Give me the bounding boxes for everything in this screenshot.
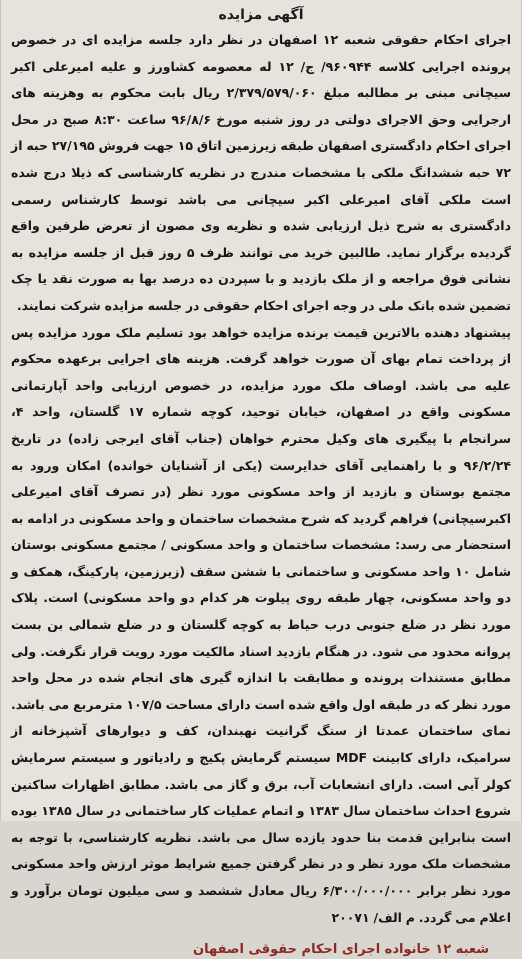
notice-footer: شعبه ۱۲ خانواده اجرای احکام حقوقی اصفهان xyxy=(193,942,489,958)
notice-paragraph-2: پیشنهاد دهنده بالاترین قیمت برنده مزایده خواهد بود تسلیم ملک مورد مزایده پس از پرداخت تمام بهای آن صورت خواهد گرفت. هزینه های اجرایی برعهده محکوم علیه می باشد. اوصاف ملک مورد مزایده، در خصوص ارزیابی واحد آپارتمانی مسکونی واقع در اصفهان، خیابان توحید، کوچه شماره ۱۷ گلستان، واحد ۴، سرانجام با پیگیری های وکیل محترم خواهان (جناب آقای ایرجی زاده) در تاریخ ۹۶/۲/۲۴ و با راهنمایی آقای خدایرست (یکی از آشنایان خوانده) امکان ورود به مجتمع بوستان و بازدید از واحد مسکونی مورد نظر (در تصرف آقای امیرعلی اکبرسیچانی) فراهم گردید که شرح مشخصات ساختمان و واحد مسکونی در ادامه به استحضار می رسد: مشخصات ساختمان و واحد مسکونی / مجتمع مسکونی بوستان شامل ۱۰ واحد مسکونی و ساختمانی با ششن سقف (زیرزمین، پارکینگ، همکف و دو واحد مسکونی، چهار طبقه روی پیلوت هر کدام دو واحد مسکونی) است. پلاک مورد نظر در ضلع جنوبی درب حیاط به کوچه گلستان و در ضلع شمالی بن بست پروانه محدود می شود. در هنگام بازدید اسناد مالکیت مورد رویت قرار نگرفت. ولی مطابق مستندات پرونده و مطابقت با اندازه گیری های انجام شده در محل واحد مورد نظر که در طبقه اول واقع شده است دارای مساحت ۱۰۷/۵ مترمربع می باشد. نمای ساختمان عمدتا از سنگ گرانیت نهبندان، کف و دیوارهای آشپزخانه از سرامیک، دارای کابینت MDF سیستم گرمایش پکیج و رادیاتور و سیستم سرمایش کولر آبی است. دارای انشعابات آب، برق و گاز می باشد. مطابق اظهارات ساکنین شروع احداث ساختمان سال ۱۳۸۳ و اتمام عملیات کار ساختمانی در سال ۱۳۸۵ بوده است بنابراین قدمت بنا حدود یازده سال می باشد. نظریه کارشناسی، با توجه به مشخصات ملک مورد نظر و در نظر گرفتن جمیع شرایط موثر ارزش واحد مسکونی مورد نظر برابر ۶/۳۰۰/۰۰۰/۰۰۰ ریال معادل ششصد و سی میلیون تومان برآورد و اعلام می گردد. م الف/ ۲۰۰۷۱ xyxy=(11,324,512,925)
notice-paragraph-1: اجرای احکام حقوقی شعبه ۱۲ اصفهان در نظر دارد جلسه مزایده ای در خصوص پرونده اجرایی کلاسه ۹۶۰۹۴۴/ ج/ ۱۲ له معصومه کشاورز و علیه امیرعلی اکبر سیچانی مبنی بر مطالبه مبلغ ۲/۳۷۹/۵۷۹/۰۶۰ ریال بابت محکوم به وهزینه های ارجرایی وحق الاجرای دولتی در روز شنبه مورخ ۹۶/۸/۶ ساعت ۸:۳۰ صبح در محل اجرای احکام دادگستری اصفهان طبقه زیرزمین اتاق ۱۵ جهت فروش ۲۷/۱۹۵ حبه از ۷۲ حبه ششدانگ ملکی با مشخصات مندرج در نظریه کارشناسی که ذیلا درج شده است ملکی آقای امیرعلی اکبر سیچانی می باشد توسط کارشناس رسمی دادگستری به شرح ذیل ارزیابی شده و نظریه وی مصون از تعرض طرفین واقع گردیده برگزار نماید. طالبین خرید می توانند ظرف ۵ روز قبل از جلسه مزایده به نشانی فوق مراجعه و از ملک بازدید و با سپردن ده درصد بها به صورت نقد یا چک تضمین شده بانک ملی در وجه اجرای احکام حقوقی در جلسه مزایده شرکت نمایند. xyxy=(11,32,512,313)
notice-title: آگهی مزایده xyxy=(218,7,304,23)
